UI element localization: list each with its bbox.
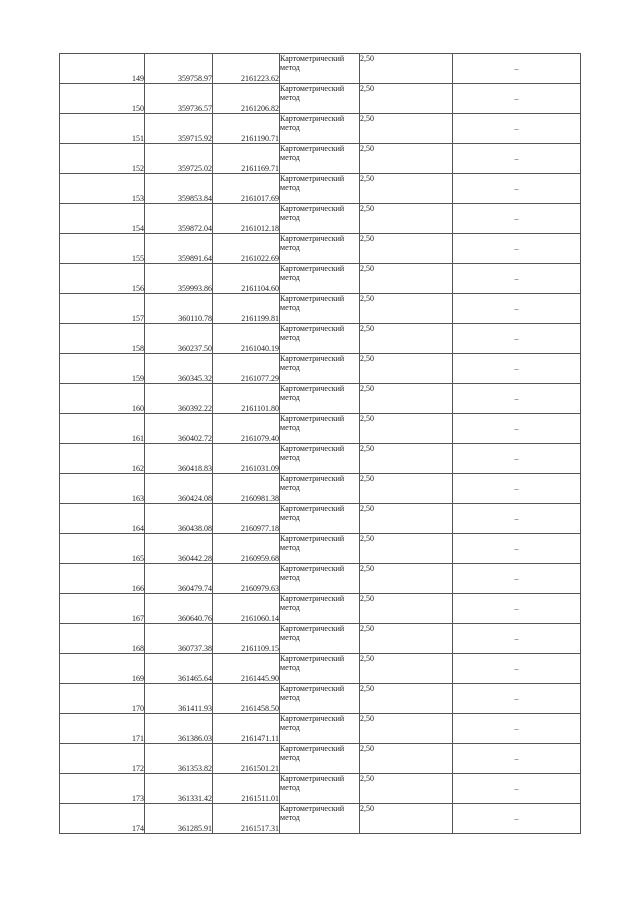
- note-cell: –: [453, 324, 581, 354]
- method-cell: [280, 174, 360, 204]
- method-cell: [280, 144, 360, 174]
- table-row: [60, 444, 581, 474]
- coordinates-table: [59, 53, 581, 834]
- table-row: [60, 144, 581, 174]
- note-cell: –: [453, 204, 581, 234]
- error-cell: 2,50: [360, 204, 453, 234]
- method-line-1: Картометрический: [280, 234, 345, 243]
- note-cell: –: [453, 624, 581, 654]
- method-line-2: метод: [280, 393, 300, 402]
- method-cell: [280, 534, 360, 564]
- error-cell: 2,50: [360, 534, 453, 564]
- note-cell: –: [453, 714, 581, 744]
- y-coordinate-cell: 2161077.29: [213, 354, 280, 384]
- error-cell: 2,50: [360, 294, 453, 324]
- y-coordinate-cell: 2161104.60: [213, 264, 280, 294]
- note-cell: –: [453, 84, 581, 114]
- table-row: [60, 714, 581, 744]
- y-coordinate-cell: 2161109.15: [213, 624, 280, 654]
- table-row: [60, 744, 581, 774]
- point-number-cell: 169: [60, 654, 145, 684]
- y-coordinate-cell: 2161022.69: [213, 234, 280, 264]
- point-number-cell: 161: [60, 414, 145, 444]
- point-number-cell: 157: [60, 294, 145, 324]
- x-coordinate-cell: 359872.04: [145, 204, 213, 234]
- method-line-2: метод: [280, 573, 300, 582]
- coordinates-table-body: [60, 54, 581, 834]
- error-cell: 2,50: [360, 444, 453, 474]
- table-row: [60, 594, 581, 624]
- error-cell: 2,50: [360, 684, 453, 714]
- error-cell: 2,50: [360, 84, 453, 114]
- point-number-cell: 168: [60, 624, 145, 654]
- method-line-1: Картометрический: [280, 264, 345, 273]
- note-cell: –: [453, 654, 581, 684]
- method-line-1: Картометрический: [280, 624, 345, 633]
- y-coordinate-cell: 2160959.68: [213, 534, 280, 564]
- note-cell: –: [453, 594, 581, 624]
- table-row: [60, 114, 581, 144]
- error-cell: 2,50: [360, 654, 453, 684]
- method-line-2: метод: [280, 753, 300, 762]
- method-line-2: метод: [280, 693, 300, 702]
- x-coordinate-cell: 361285.91: [145, 804, 213, 834]
- y-coordinate-cell: 2161511.01: [213, 774, 280, 804]
- x-coordinate-cell: 361411.93: [145, 684, 213, 714]
- error-cell: 2,50: [360, 264, 453, 294]
- point-number-cell: 152: [60, 144, 145, 174]
- method-cell: [280, 474, 360, 504]
- y-coordinate-cell: 2160979.63: [213, 564, 280, 594]
- note-cell: –: [453, 504, 581, 534]
- table-row: [60, 264, 581, 294]
- note-cell: –: [453, 354, 581, 384]
- table-row: [60, 474, 581, 504]
- document-page: [59, 53, 581, 834]
- point-number-cell: 158: [60, 324, 145, 354]
- error-cell: 2,50: [360, 594, 453, 624]
- method-line-2: метод: [280, 423, 300, 432]
- note-cell: –: [453, 114, 581, 144]
- point-number-cell: 173: [60, 774, 145, 804]
- method-line-2: метод: [280, 603, 300, 612]
- y-coordinate-cell: 2161206.82: [213, 84, 280, 114]
- method-cell: [280, 354, 360, 384]
- method-line-1: Картометрический: [280, 744, 345, 753]
- note-cell: –: [453, 804, 581, 834]
- note-cell: –: [453, 774, 581, 804]
- x-coordinate-cell: 360438.08: [145, 504, 213, 534]
- note-cell: –: [453, 384, 581, 414]
- x-coordinate-cell: 359758.97: [145, 54, 213, 84]
- error-cell: 2,50: [360, 144, 453, 174]
- y-coordinate-cell: 2161012.18: [213, 204, 280, 234]
- y-coordinate-cell: 2161199.81: [213, 294, 280, 324]
- table-row: [60, 384, 581, 414]
- method-cell: [280, 504, 360, 534]
- error-cell: 2,50: [360, 54, 453, 84]
- method-line-2: метод: [280, 513, 300, 522]
- method-cell: [280, 564, 360, 594]
- method-cell: [280, 594, 360, 624]
- point-number-cell: 174: [60, 804, 145, 834]
- y-coordinate-cell: 2161458.50: [213, 684, 280, 714]
- point-number-cell: 156: [60, 264, 145, 294]
- y-coordinate-cell: 2161445.90: [213, 654, 280, 684]
- method-line-2: метод: [280, 333, 300, 342]
- error-cell: 2,50: [360, 804, 453, 834]
- table-row: [60, 414, 581, 444]
- method-line-1: Картометрический: [280, 114, 345, 123]
- method-cell: [280, 684, 360, 714]
- method-line-1: Картометрический: [280, 804, 345, 813]
- table-row: [60, 624, 581, 654]
- method-cell: [280, 294, 360, 324]
- x-coordinate-cell: 359993.86: [145, 264, 213, 294]
- method-line-2: метод: [280, 183, 300, 192]
- table-row: [60, 294, 581, 324]
- point-number-cell: 162: [60, 444, 145, 474]
- point-number-cell: 167: [60, 594, 145, 624]
- x-coordinate-cell: 359725.02: [145, 144, 213, 174]
- method-line-2: метод: [280, 483, 300, 492]
- table-row: [60, 774, 581, 804]
- method-line-2: метод: [280, 633, 300, 642]
- method-line-1: Картометрический: [280, 174, 345, 183]
- method-cell: [280, 714, 360, 744]
- table-row: [60, 534, 581, 564]
- x-coordinate-cell: 361331.42: [145, 774, 213, 804]
- error-cell: 2,50: [360, 384, 453, 414]
- method-line-2: метод: [280, 723, 300, 732]
- x-coordinate-cell: 360110.78: [145, 294, 213, 324]
- x-coordinate-cell: 359736.57: [145, 84, 213, 114]
- point-number-cell: 151: [60, 114, 145, 144]
- method-line-1: Картометрический: [280, 204, 345, 213]
- method-line-2: метод: [280, 63, 300, 72]
- note-cell: –: [453, 174, 581, 204]
- method-cell: [280, 114, 360, 144]
- point-number-cell: 163: [60, 474, 145, 504]
- note-cell: –: [453, 684, 581, 714]
- y-coordinate-cell: 2160977.18: [213, 504, 280, 534]
- method-cell: [280, 444, 360, 474]
- point-number-cell: 154: [60, 204, 145, 234]
- table-row: [60, 324, 581, 354]
- method-line-1: Картометрический: [280, 324, 345, 333]
- x-coordinate-cell: 360424.08: [145, 474, 213, 504]
- method-cell: [280, 654, 360, 684]
- table-row: [60, 684, 581, 714]
- note-cell: –: [453, 234, 581, 264]
- point-number-cell: 149: [60, 54, 145, 84]
- point-number-cell: 172: [60, 744, 145, 774]
- note-cell: –: [453, 54, 581, 84]
- method-line-1: Картометрический: [280, 54, 345, 63]
- x-coordinate-cell: 360640.76: [145, 594, 213, 624]
- method-line-1: Картометрический: [280, 144, 345, 153]
- x-coordinate-cell: 360345.32: [145, 354, 213, 384]
- method-line-1: Картометрический: [280, 654, 345, 663]
- method-cell: [280, 204, 360, 234]
- x-coordinate-cell: 360479.74: [145, 564, 213, 594]
- note-cell: –: [453, 444, 581, 474]
- x-coordinate-cell: 361353.82: [145, 744, 213, 774]
- note-cell: –: [453, 474, 581, 504]
- table-row: [60, 654, 581, 684]
- method-line-1: Картометрический: [280, 714, 345, 723]
- method-line-2: метод: [280, 303, 300, 312]
- method-cell: [280, 324, 360, 354]
- method-line-2: метод: [280, 213, 300, 222]
- note-cell: –: [453, 294, 581, 324]
- method-line-1: Картометрический: [280, 774, 345, 783]
- y-coordinate-cell: 2161223.62: [213, 54, 280, 84]
- x-coordinate-cell: 360737.38: [145, 624, 213, 654]
- table-row: [60, 174, 581, 204]
- x-coordinate-cell: 360442.28: [145, 534, 213, 564]
- y-coordinate-cell: 2161031.09: [213, 444, 280, 474]
- method-cell: [280, 414, 360, 444]
- error-cell: 2,50: [360, 714, 453, 744]
- method-line-2: метод: [280, 363, 300, 372]
- error-cell: 2,50: [360, 234, 453, 264]
- method-line-2: метод: [280, 243, 300, 252]
- table-row: [60, 54, 581, 84]
- point-number-cell: 150: [60, 84, 145, 114]
- x-coordinate-cell: 360237.50: [145, 324, 213, 354]
- y-coordinate-cell: 2161017.69: [213, 174, 280, 204]
- point-number-cell: 159: [60, 354, 145, 384]
- method-line-1: Картометрический: [280, 294, 345, 303]
- table-row: [60, 504, 581, 534]
- method-line-1: Картометрический: [280, 444, 345, 453]
- y-coordinate-cell: 2161501.21: [213, 744, 280, 774]
- point-number-cell: 164: [60, 504, 145, 534]
- method-line-2: метод: [280, 273, 300, 282]
- table-row: [60, 204, 581, 234]
- note-cell: –: [453, 564, 581, 594]
- error-cell: 2,50: [360, 324, 453, 354]
- method-cell: [280, 264, 360, 294]
- method-cell: [280, 624, 360, 654]
- point-number-cell: 155: [60, 234, 145, 264]
- y-coordinate-cell: 2160981.38: [213, 474, 280, 504]
- point-number-cell: 166: [60, 564, 145, 594]
- method-line-2: метод: [280, 663, 300, 672]
- method-line-1: Картометрический: [280, 414, 345, 423]
- method-line-2: метод: [280, 153, 300, 162]
- method-line-1: Картометрический: [280, 594, 345, 603]
- method-line-1: Картометрический: [280, 534, 345, 543]
- table-row: [60, 234, 581, 264]
- y-coordinate-cell: 2161060.14: [213, 594, 280, 624]
- x-coordinate-cell: 360402.72: [145, 414, 213, 444]
- method-cell: [280, 804, 360, 834]
- note-cell: –: [453, 144, 581, 174]
- table-row: [60, 804, 581, 834]
- method-line-1: Картометрический: [280, 354, 345, 363]
- point-number-cell: 170: [60, 684, 145, 714]
- x-coordinate-cell: 361465.64: [145, 654, 213, 684]
- error-cell: 2,50: [360, 774, 453, 804]
- point-number-cell: 165: [60, 534, 145, 564]
- method-line-1: Картометрический: [280, 564, 345, 573]
- method-line-2: метод: [280, 813, 300, 822]
- y-coordinate-cell: 2161040.19: [213, 324, 280, 354]
- error-cell: 2,50: [360, 174, 453, 204]
- error-cell: 2,50: [360, 624, 453, 654]
- method-cell: [280, 234, 360, 264]
- method-cell: [280, 84, 360, 114]
- y-coordinate-cell: 2161101.80: [213, 384, 280, 414]
- table-row: [60, 354, 581, 384]
- note-cell: –: [453, 414, 581, 444]
- x-coordinate-cell: 361386.03: [145, 714, 213, 744]
- y-coordinate-cell: 2161471.11: [213, 714, 280, 744]
- point-number-cell: 171: [60, 714, 145, 744]
- method-line-1: Картометрический: [280, 504, 345, 513]
- method-line-1: Картометрический: [280, 384, 345, 393]
- y-coordinate-cell: 2161169.71: [213, 144, 280, 174]
- method-line-2: метод: [280, 123, 300, 132]
- method-line-1: Картометрический: [280, 474, 345, 483]
- error-cell: 2,50: [360, 504, 453, 534]
- y-coordinate-cell: 2161079.40: [213, 414, 280, 444]
- error-cell: 2,50: [360, 414, 453, 444]
- x-coordinate-cell: 359715.92: [145, 114, 213, 144]
- method-line-2: метод: [280, 93, 300, 102]
- method-line-1: Картометрический: [280, 684, 345, 693]
- error-cell: 2,50: [360, 564, 453, 594]
- x-coordinate-cell: 360392.22: [145, 384, 213, 414]
- method-line-2: метод: [280, 543, 300, 552]
- note-cell: –: [453, 534, 581, 564]
- error-cell: 2,50: [360, 354, 453, 384]
- note-cell: –: [453, 264, 581, 294]
- note-cell: –: [453, 744, 581, 774]
- method-cell: [280, 384, 360, 414]
- method-line-2: метод: [280, 783, 300, 792]
- point-number-cell: 153: [60, 174, 145, 204]
- error-cell: 2,50: [360, 114, 453, 144]
- x-coordinate-cell: 360418.83: [145, 444, 213, 474]
- y-coordinate-cell: 2161190.71: [213, 114, 280, 144]
- table-row: [60, 564, 581, 594]
- error-cell: 2,50: [360, 744, 453, 774]
- method-line-1: Картометрический: [280, 84, 345, 93]
- x-coordinate-cell: 359891.64: [145, 234, 213, 264]
- point-number-cell: 160: [60, 384, 145, 414]
- table-row: [60, 84, 581, 114]
- method-cell: [280, 54, 360, 84]
- y-coordinate-cell: 2161517.31: [213, 804, 280, 834]
- error-cell: 2,50: [360, 474, 453, 504]
- method-cell: [280, 744, 360, 774]
- x-coordinate-cell: 359853.84: [145, 174, 213, 204]
- method-line-2: метод: [280, 453, 300, 462]
- method-cell: [280, 774, 360, 804]
